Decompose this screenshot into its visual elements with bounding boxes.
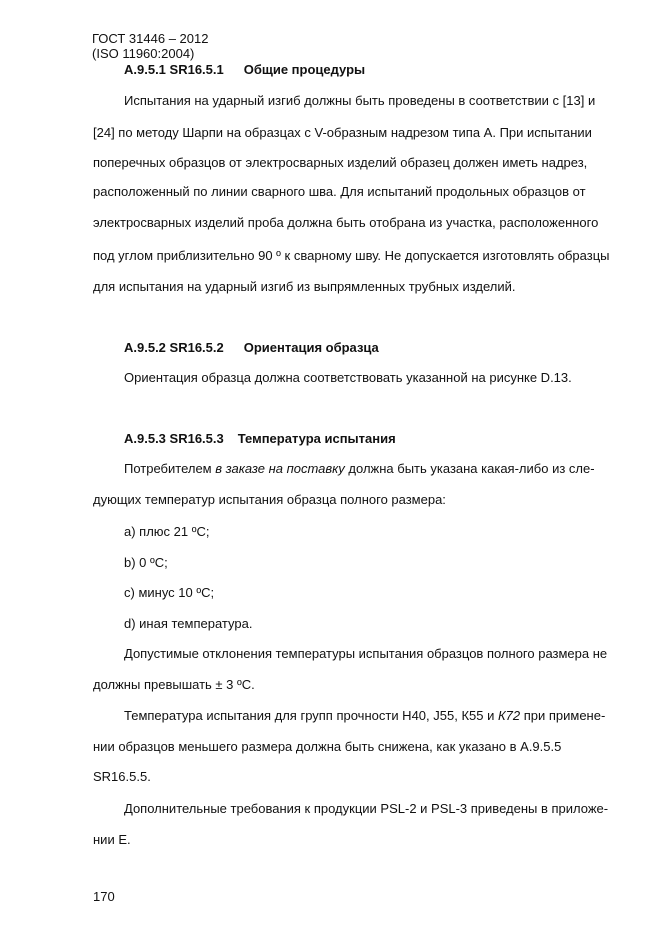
list-item: а) плюс 21 ºС; xyxy=(124,524,210,539)
list-item: d) иная температура. xyxy=(124,616,253,631)
document-code: ГОСТ 31446 – 2012 xyxy=(92,31,209,46)
section-heading-general xyxy=(124,62,365,78)
paragraph-line: Ориентация образца должна соответствовать указанной на рисунке D.13. xyxy=(124,370,572,385)
section-number: А.9.5.1 SR16.5.1 xyxy=(124,62,224,77)
text-run: Потребителем xyxy=(124,461,216,476)
text-run: должна быть указана какая-либо из сле- xyxy=(344,461,595,476)
emphasis-text: в заказе на поставку xyxy=(215,461,345,476)
paragraph-line: нии Е. xyxy=(93,832,131,847)
paragraph-line: SR16.5.5. xyxy=(93,769,151,784)
section-heading-orientation xyxy=(124,340,379,356)
section-heading-temperature xyxy=(124,431,396,447)
paragraph-line: Испытания на ударный изгиб должны быть проведены в соответствии с [13] и xyxy=(124,93,596,108)
paragraph-line: дующих температур испытания образца полного размера: xyxy=(93,492,446,507)
section-number: А.9.5.2 SR16.5.2 xyxy=(124,340,224,355)
list-item: с) минус 10 ºС; xyxy=(124,585,215,600)
paragraph-line: должны превышать ± 3 ºС. xyxy=(93,677,255,692)
paragraph-line: [24] по методу Шарпи на образцах с V-образным надрезом типа А. При испытании xyxy=(93,125,592,140)
paragraph-line: электросварных изделий проба должна быть отобрана из участка, расположенного xyxy=(93,215,599,230)
paragraph-line: нии образцов меньшего размера должна быть снижена, как указано в А.9.5.5 xyxy=(93,739,562,754)
paragraph-line xyxy=(124,708,605,724)
text-run: при примене- xyxy=(520,708,606,723)
emphasis-text: К72 xyxy=(497,708,521,723)
section-number: А.9.5.3 SR16.5.3 xyxy=(124,431,224,446)
iso-reference: (ISO 11960:2004) xyxy=(92,46,195,61)
paragraph-line: поперечных образцов от электросварных изделий образец должен иметь надрез, xyxy=(93,155,588,170)
section-title: Температура испытания xyxy=(237,431,396,446)
paragraph-line: расположенный по линии сварного шва. Для испытаний продольных образцов от xyxy=(93,184,586,199)
paragraph-line xyxy=(124,461,595,477)
paragraph-line: для испытания на ударный изгиб из выпрямленных трубных изделий. xyxy=(93,279,516,294)
paragraph-line: под углом приблизительно 90 º к сварному шву. Не допускается изготовлять образцы xyxy=(93,248,610,263)
section-title: Ориентация образца xyxy=(243,340,379,355)
page-number: 170 xyxy=(93,889,115,904)
section-title: Общие процедуры xyxy=(243,62,366,77)
paragraph-line: Допустимые отклонения температуры испытания образцов полного размера не xyxy=(124,646,608,661)
text-run: Температура испытания для групп прочности Н40, J55, К55 и xyxy=(124,708,498,723)
list-item: b) 0 ºС; xyxy=(124,555,168,570)
paragraph-line: Дополнительные требования к продукции PSL-2 и PSL-3 приведены в приложе- xyxy=(124,801,609,816)
